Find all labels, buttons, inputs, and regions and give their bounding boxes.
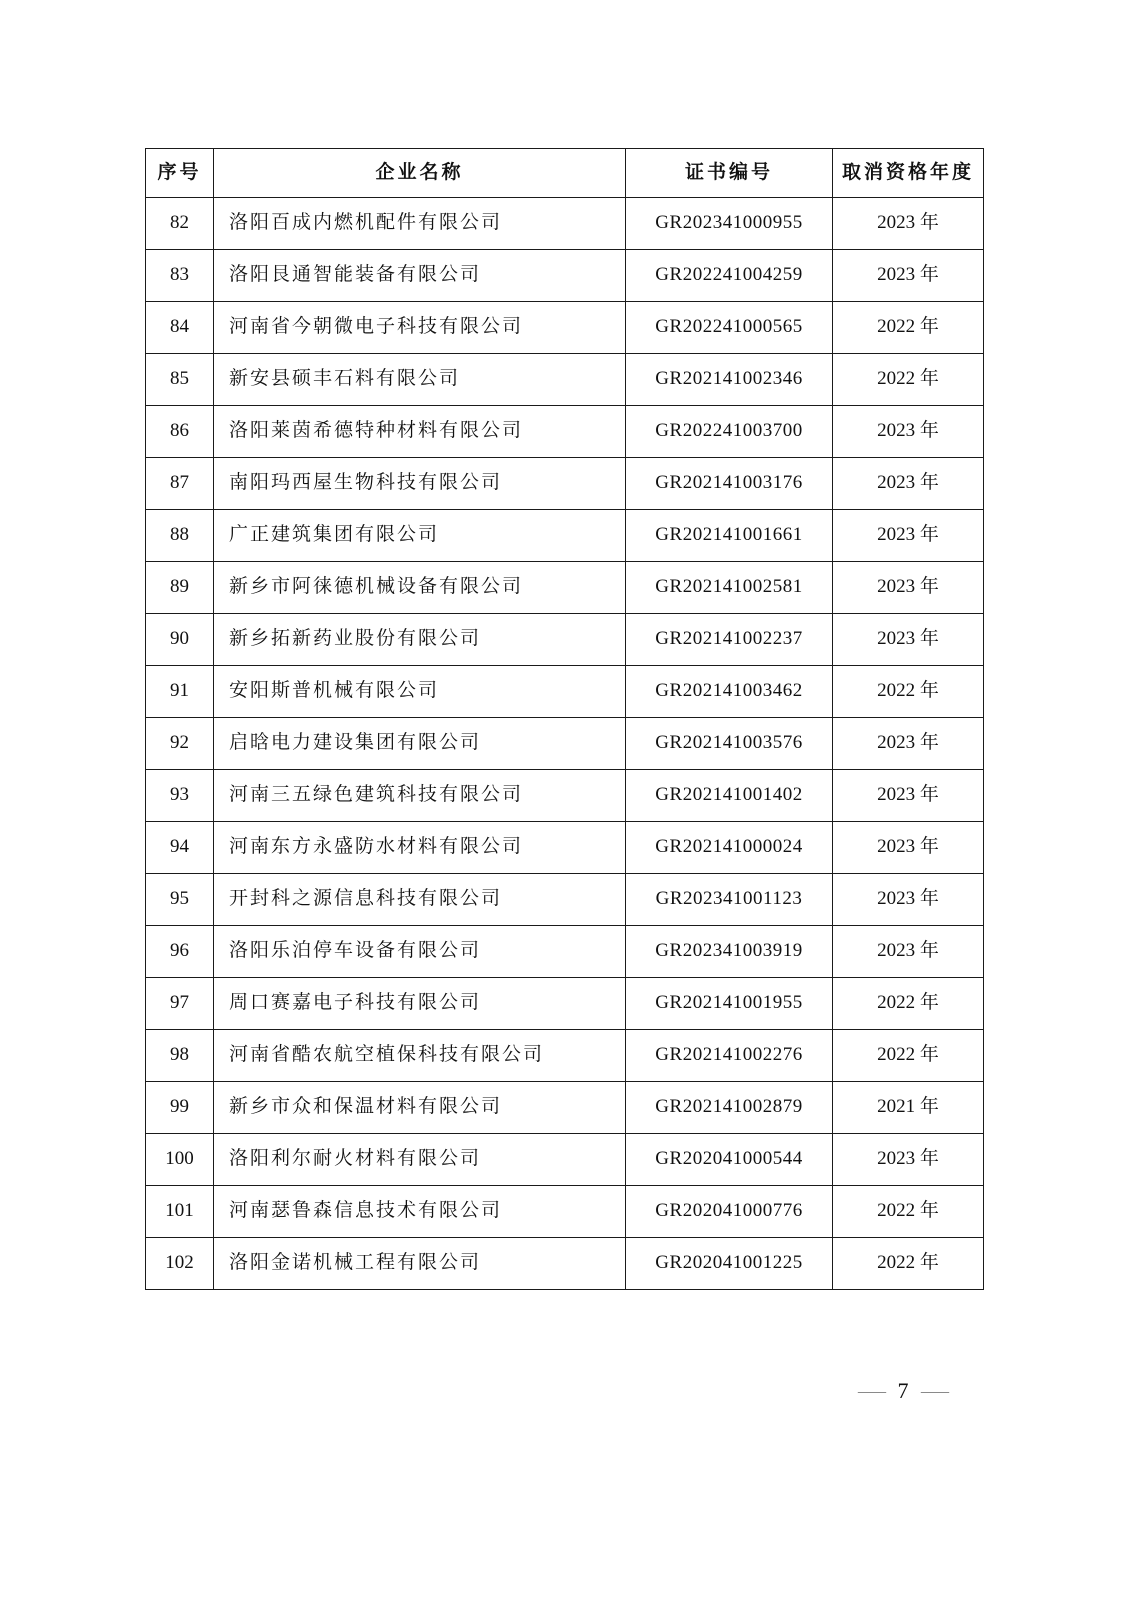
row-company-name: 河南省酷农航空植保科技有限公司 xyxy=(214,1030,626,1082)
table-row xyxy=(146,1134,984,1186)
row-company-name: 新乡市众和保温材料有限公司 xyxy=(214,1082,626,1134)
table-row xyxy=(146,666,984,718)
row-cancel-year: 2022 年 xyxy=(833,666,984,718)
row-company-name: 洛阳莱茵希德特种材料有限公司 xyxy=(214,406,626,458)
row-certificate-number: GR202141003576 xyxy=(626,718,833,770)
row-serial-number: 97 xyxy=(146,978,214,1030)
table-row xyxy=(146,926,984,978)
table-row xyxy=(146,406,984,458)
table-row xyxy=(146,1186,984,1238)
row-company-name: 洛阳艮通智能装备有限公司 xyxy=(214,250,626,302)
row-certificate-number: GR202141002879 xyxy=(626,1082,833,1134)
row-cancel-year: 2023 年 xyxy=(833,874,984,926)
table-row xyxy=(146,562,984,614)
row-serial-number: 84 xyxy=(146,302,214,354)
row-company-name: 南阳玛西屋生物科技有限公司 xyxy=(214,458,626,510)
row-cancel-year: 2023 年 xyxy=(833,406,984,458)
row-certificate-number: GR202041000544 xyxy=(626,1134,833,1186)
row-serial-number: 100 xyxy=(146,1134,214,1186)
row-certificate-number: GR202241000565 xyxy=(626,302,833,354)
row-cancel-year: 2023 年 xyxy=(833,614,984,666)
cancelled-enterprises-table xyxy=(145,148,984,1290)
table-row xyxy=(146,458,984,510)
row-cancel-year: 2023 年 xyxy=(833,250,984,302)
page-number: 7 xyxy=(897,1378,909,1403)
row-company-name: 新安县硕丰石料有限公司 xyxy=(214,354,626,406)
row-serial-number: 92 xyxy=(146,718,214,770)
page-footer xyxy=(818,1374,988,1408)
row-certificate-number: GR202141002276 xyxy=(626,1030,833,1082)
row-certificate-number: GR202141000024 xyxy=(626,822,833,874)
row-cancel-year: 2023 年 xyxy=(833,718,984,770)
row-serial-number: 98 xyxy=(146,1030,214,1082)
row-company-name: 河南省今朝微电子科技有限公司 xyxy=(214,302,626,354)
row-company-name: 河南瑟鲁森信息技术有限公司 xyxy=(214,1186,626,1238)
row-cancel-year: 2022 年 xyxy=(833,354,984,406)
table-row xyxy=(146,718,984,770)
row-cancel-year: 2023 年 xyxy=(833,458,984,510)
row-serial-number: 101 xyxy=(146,1186,214,1238)
footer-left-dash: — xyxy=(857,1379,886,1402)
row-certificate-number: GR202341001123 xyxy=(626,874,833,926)
row-certificate-number: GR202141002581 xyxy=(626,562,833,614)
row-cancel-year: 2022 年 xyxy=(833,1238,984,1290)
table-row xyxy=(146,770,984,822)
table-row xyxy=(146,1030,984,1082)
row-serial-number: 96 xyxy=(146,926,214,978)
row-company-name: 河南三五绿色建筑科技有限公司 xyxy=(214,770,626,822)
row-cancel-year: 2023 年 xyxy=(833,822,984,874)
row-company-name: 河南东方永盛防水材料有限公司 xyxy=(214,822,626,874)
row-company-name: 开封科之源信息科技有限公司 xyxy=(214,874,626,926)
row-certificate-number: GR202341000955 xyxy=(626,198,833,250)
row-serial-number: 93 xyxy=(146,770,214,822)
header-serial-number: 序号 xyxy=(146,149,214,198)
table-row xyxy=(146,874,984,926)
row-company-name: 洛阳金诺机械工程有限公司 xyxy=(214,1238,626,1290)
row-cancel-year: 2023 年 xyxy=(833,510,984,562)
row-serial-number: 87 xyxy=(146,458,214,510)
table-row xyxy=(146,1082,984,1134)
row-certificate-number: GR202141002237 xyxy=(626,614,833,666)
row-cancel-year: 2023 年 xyxy=(833,1134,984,1186)
row-cancel-year: 2021 年 xyxy=(833,1082,984,1134)
table-row xyxy=(146,978,984,1030)
row-certificate-number: GR202141001661 xyxy=(626,510,833,562)
row-serial-number: 82 xyxy=(146,198,214,250)
row-serial-number: 94 xyxy=(146,822,214,874)
row-company-name: 洛阳百成内燃机配件有限公司 xyxy=(214,198,626,250)
row-company-name: 启晗电力建设集团有限公司 xyxy=(214,718,626,770)
row-certificate-number: GR202141003176 xyxy=(626,458,833,510)
table-row xyxy=(146,614,984,666)
row-certificate-number: GR202041001225 xyxy=(626,1238,833,1290)
table-row xyxy=(146,354,984,406)
table-header-row xyxy=(146,149,984,198)
row-cancel-year: 2022 年 xyxy=(833,1030,984,1082)
row-certificate-number: GR202141001402 xyxy=(626,770,833,822)
row-serial-number: 90 xyxy=(146,614,214,666)
row-certificate-number: GR202241003700 xyxy=(626,406,833,458)
row-certificate-number: GR202141003462 xyxy=(626,666,833,718)
row-cancel-year: 2023 年 xyxy=(833,198,984,250)
table-body xyxy=(146,198,984,1290)
row-serial-number: 89 xyxy=(146,562,214,614)
row-certificate-number: GR202241004259 xyxy=(626,250,833,302)
row-company-name: 洛阳利尔耐火材料有限公司 xyxy=(214,1134,626,1186)
row-serial-number: 102 xyxy=(146,1238,214,1290)
table-row xyxy=(146,250,984,302)
table-row xyxy=(146,822,984,874)
row-serial-number: 88 xyxy=(146,510,214,562)
header-cancel-year: 取消资格年度 xyxy=(833,149,984,198)
table-row xyxy=(146,198,984,250)
row-company-name: 周口赛嘉电子科技有限公司 xyxy=(214,978,626,1030)
row-cancel-year: 2023 年 xyxy=(833,926,984,978)
row-company-name: 新乡拓新药业股份有限公司 xyxy=(214,614,626,666)
row-company-name: 安阳斯普机械有限公司 xyxy=(214,666,626,718)
row-cancel-year: 2022 年 xyxy=(833,1186,984,1238)
row-serial-number: 83 xyxy=(146,250,214,302)
row-cancel-year: 2023 年 xyxy=(833,770,984,822)
row-company-name: 洛阳乐泊停车设备有限公司 xyxy=(214,926,626,978)
row-certificate-number: GR202341003919 xyxy=(626,926,833,978)
row-company-name: 广正建筑集团有限公司 xyxy=(214,510,626,562)
row-cancel-year: 2022 年 xyxy=(833,978,984,1030)
header-company-name: 企业名称 xyxy=(214,149,626,198)
row-serial-number: 85 xyxy=(146,354,214,406)
row-cancel-year: 2023 年 xyxy=(833,562,984,614)
table-row xyxy=(146,302,984,354)
row-serial-number: 95 xyxy=(146,874,214,926)
row-cancel-year: 2022 年 xyxy=(833,302,984,354)
row-certificate-number: GR202141001955 xyxy=(626,978,833,1030)
footer-right-dash: — xyxy=(920,1379,949,1402)
row-certificate-number: GR202141002346 xyxy=(626,354,833,406)
row-serial-number: 91 xyxy=(146,666,214,718)
table-row xyxy=(146,510,984,562)
row-company-name: 新乡市阿徕德机械设备有限公司 xyxy=(214,562,626,614)
table-row xyxy=(146,1238,984,1290)
row-certificate-number: GR202041000776 xyxy=(626,1186,833,1238)
header-certificate-number: 证书编号 xyxy=(626,149,833,198)
row-serial-number: 99 xyxy=(146,1082,214,1134)
row-serial-number: 86 xyxy=(146,406,214,458)
